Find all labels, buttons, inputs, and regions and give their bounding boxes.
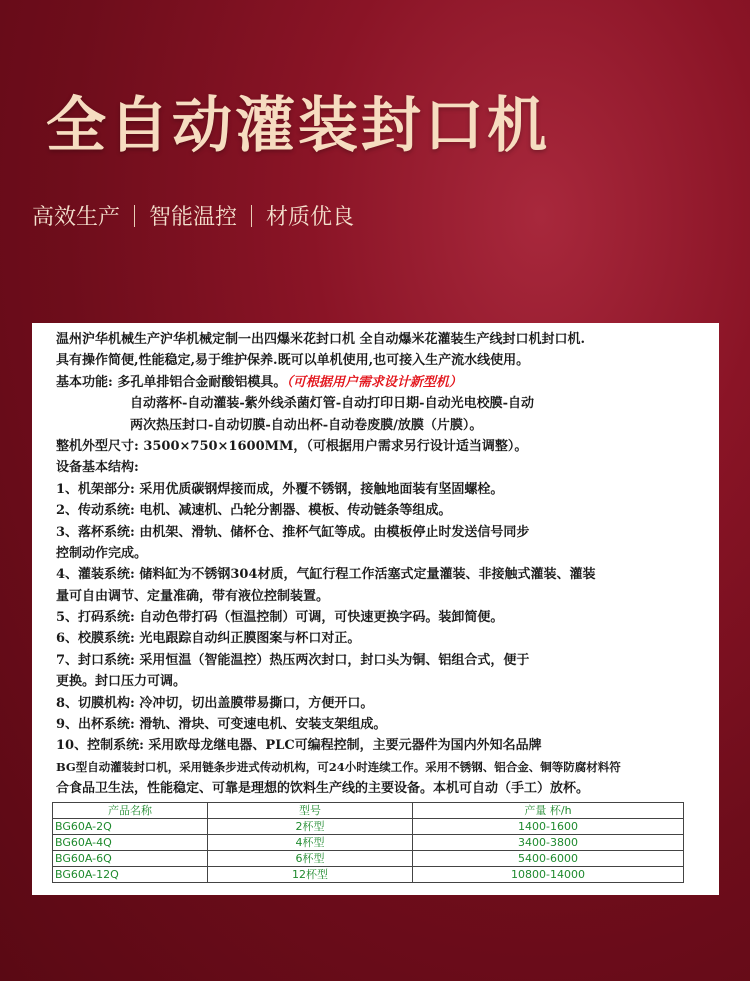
spec-line: 2、传动系统: 电机、减速机、凸轮分割器、模板、传动链条等组成。: [56, 503, 452, 519]
spec-line: 7、封口系统: 采用恒温（智能温控）热压两次封口，封口头为铜、铝组合式，便于: [56, 652, 530, 668]
tagline: [32, 200, 354, 231]
output-cell: 10800-14000: [413, 866, 684, 882]
model-cell: 6杯型: [208, 850, 413, 866]
spec-line-basic-function: [56, 372, 709, 393]
column-header-output: 产量 杯/h: [413, 802, 684, 818]
product-name-cell: BG60A-12Q: [53, 866, 208, 882]
spec-line: 8、切膜机构: 冷冲切，切出盖膜带易撕口，方便开口。: [56, 695, 374, 711]
output-cell: 5400-6000: [413, 850, 684, 866]
custom-design-note: （可根据用户需求设计新型机）: [286, 374, 462, 390]
divider: [134, 205, 135, 227]
spec-sheet: [32, 323, 719, 895]
spec-line: 具有操作简便,性能稳定,易于维护保养.既可以单机使用,也可接入生产流水线使用。: [56, 353, 530, 369]
output-cell: 1400-1600: [413, 818, 684, 834]
divider: [251, 205, 252, 227]
spec-line: 更换。封口压力可调。: [56, 674, 187, 690]
column-header-product: 产品名称: [53, 802, 208, 818]
output-cell: 3400-3800: [413, 834, 684, 850]
spec-line: 温州沪华机械生产沪华机械定制一出四爆米花封口机 全自动爆米花灌装生产线封口机封口机.: [56, 332, 586, 347]
spec-line: BG型自动灌装封口机，采用链条步进式传动机构，可24小时连续工作。采用不锈钢、铝合金、铜等防腐材料符: [56, 759, 621, 774]
spec-line: 整机外型尺寸: 3500×750×1600MM，（可根据用户需求另行设计适当调整）。: [56, 438, 528, 454]
spec-line: 合食品卫生法，性能稳定、可靠是理想的饮料生产线的主要设备。本机可自动（手工）放杯。: [56, 781, 590, 797]
table-row: [53, 850, 684, 866]
spec-line: 设备基本结构:: [56, 460, 139, 476]
tagline-temp-control: 智能温控: [149, 205, 238, 230]
spec-line: 5、打码系统: 自动色带打码（恒温控制）可调，可快速更换字码。装卸简便。: [56, 610, 504, 626]
spec-line: 两次热压封口-自动切膜-自动出杯-自动卷废膜/放膜（片膜）。: [130, 417, 483, 433]
spec-line: 10、控制系统: 采用欧母龙继电器、PLC可编程控制，主要元器件为国内外知名品牌: [56, 738, 542, 754]
spec-line-text: 基本功能: 多孔单排铝合金耐酸铝模具。: [56, 374, 287, 390]
model-table: [52, 802, 684, 883]
table-row: [53, 866, 684, 882]
tagline-material: 材质优良: [266, 205, 355, 230]
spec-line: 控制动作完成。: [56, 545, 148, 561]
product-name-cell: BG60A-2Q: [53, 818, 208, 834]
tagline-efficient: 高效生产: [32, 205, 121, 230]
spec-line: 1、机架部分: 采用优质碳钢焊接而成，外覆不锈钢，接触地面装有坚固螺栓。: [56, 481, 504, 497]
spec-line: 6、校膜系统: 光电跟踪自动纠正膜图案与杯口对正。: [56, 631, 361, 647]
column-header-model: 型号: [208, 802, 413, 818]
table-row: [53, 818, 684, 834]
model-cell: 4杯型: [208, 834, 413, 850]
table-row: [53, 834, 684, 850]
product-name-cell: BG60A-6Q: [53, 850, 208, 866]
model-cell: 2杯型: [208, 818, 413, 834]
spec-line: 9、出杯系统: 滑轨、滑块、可变速电机、安装支架组成。: [56, 717, 387, 733]
spec-line: 3、落杯系统: 由机架、滑轨、储杯仓、推杯气缸等成。由模板停止时发送信号同步: [56, 524, 530, 540]
spec-line: 自动落杯-自动灌装-紫外线杀菌灯管-自动打印日期-自动光电校膜-自动: [130, 396, 534, 412]
page-title: 全自动灌装封口机: [46, 91, 550, 161]
model-cell: 12杯型: [208, 866, 413, 882]
spec-line: 量可自由调节、定量准确，带有液位控制装置。: [56, 588, 330, 604]
spec-line: 4、灌装系统: 储料缸为不锈钢304材质，气缸行程工作活塞式定量灌装、非接触式灌装、灌装: [56, 567, 596, 583]
product-name-cell: BG60A-4Q: [53, 834, 208, 850]
table-header-row: [53, 802, 684, 818]
